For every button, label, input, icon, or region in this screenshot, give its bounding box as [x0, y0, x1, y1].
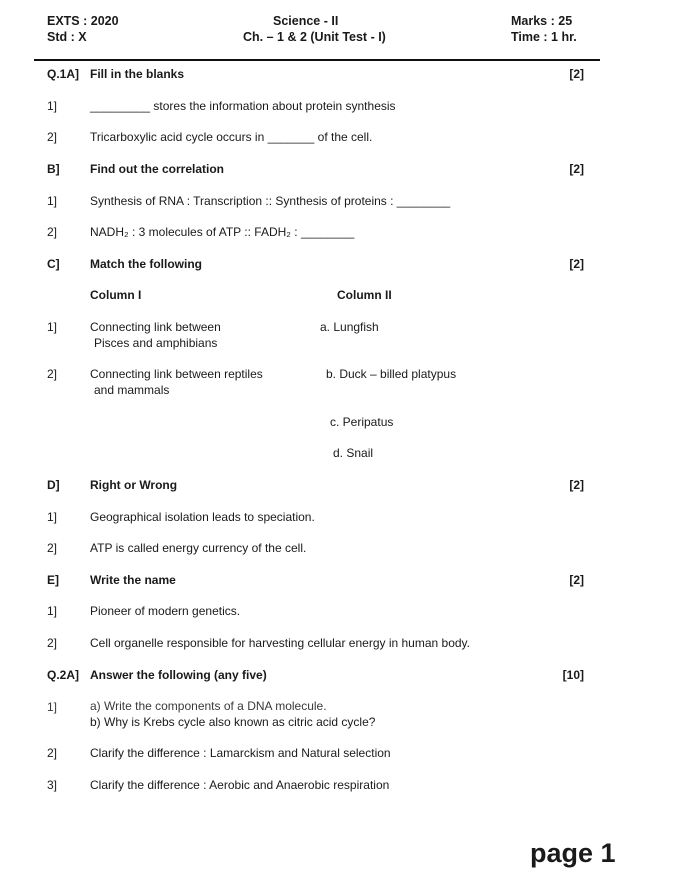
section-marks-b: [2] [569, 162, 584, 176]
question-number: 1] [47, 99, 58, 113]
question-text: NADH₂ : 3 molecules of ATP :: FADH₂ : ________ [90, 225, 355, 239]
section-marks-q1a: [2] [569, 67, 584, 81]
question-number: 1] [47, 194, 58, 208]
section-title-c: Match the following [90, 257, 202, 271]
time-limit: Time : 1 hr. [511, 30, 577, 44]
section-marks-c: [2] [569, 257, 584, 271]
column-two-heading: Column II [337, 288, 392, 302]
exam-title: EXTS : 2020 [47, 14, 119, 28]
match-item-text: and mammals [94, 383, 170, 397]
chapter-title: Ch. – 1 & 2 (Unit Test - I) [243, 30, 386, 44]
match-option: c. Peripatus [330, 415, 394, 429]
section-label-c: C] [47, 257, 60, 271]
question-text: Synthesis of RNA : Transcription :: Synthesis of proteins : ________ [90, 194, 451, 208]
question-text: Geographical isolation leads to speciation. [90, 510, 315, 524]
page-number: page 1 [530, 838, 616, 868]
section-label-d: D] [47, 478, 60, 492]
match-item-text: Connecting link between [90, 320, 221, 334]
match-option: b. Duck – billed platypus [326, 367, 457, 381]
question-number: 2] [47, 130, 58, 144]
question-text: Tricarboxylic acid cycle occurs in _______ of the cell. [90, 130, 373, 144]
question-text: b) Why is Krebs cycle also known as citric acid cycle? [90, 715, 376, 729]
question-text: a) Write the components of a DNA molecule. [90, 699, 327, 713]
question-number: 1] [47, 510, 58, 524]
match-option: d. Snail [333, 446, 374, 460]
match-option: a. Lungfish [320, 320, 379, 334]
total-marks: Marks : 25 [511, 14, 573, 28]
section-marks-e: [2] [569, 573, 584, 587]
section-title-e: Write the name [90, 573, 176, 587]
question-text: _________ stores the information about protein synthesis [90, 99, 396, 113]
question-text: Pioneer of modern genetics. [90, 604, 241, 618]
question-number: 2] [47, 367, 58, 381]
header-divider [34, 59, 600, 61]
question-text: Cell organelle responsible for harvesting cellular energy in human body. [90, 636, 470, 650]
match-item-text: Connecting link between reptiles [90, 367, 263, 381]
section-title-q2a: Answer the following (any five) [90, 668, 267, 682]
column-one-heading: Column I [90, 288, 142, 302]
section-title-b: Find out the correlation [90, 162, 224, 176]
question-number: 2] [47, 636, 58, 650]
question-text: Clarify the difference : Aerobic and Anaerobic respiration [90, 778, 390, 792]
question-text: ATP is called energy currency of the cell. [90, 541, 307, 555]
section-label-q1a: Q.1A] [47, 67, 80, 81]
section-label-q2a: Q.2A] [47, 668, 80, 682]
section-label-b: B] [47, 162, 60, 176]
question-number: 1] [47, 700, 58, 714]
match-item-text: Pisces and amphibians [94, 336, 218, 350]
section-title-d: Right or Wrong [90, 478, 178, 492]
question-number: 2] [47, 225, 58, 239]
section-marks-q2a: [10] [562, 668, 584, 682]
subject-title: Science - II [273, 14, 339, 28]
question-number: 3] [47, 778, 58, 792]
question-text: Clarify the difference : Lamarckism and Natural selection [90, 746, 391, 760]
question-number: 1] [47, 320, 58, 334]
standard-label: Std : X [47, 30, 87, 44]
question-number: 1] [47, 604, 58, 618]
question-number: 2] [47, 541, 58, 555]
section-title-q1a: Fill in the blanks [90, 67, 185, 81]
section-label-e: E] [47, 573, 59, 587]
question-number: 2] [47, 746, 58, 760]
section-marks-d: [2] [569, 478, 584, 492]
